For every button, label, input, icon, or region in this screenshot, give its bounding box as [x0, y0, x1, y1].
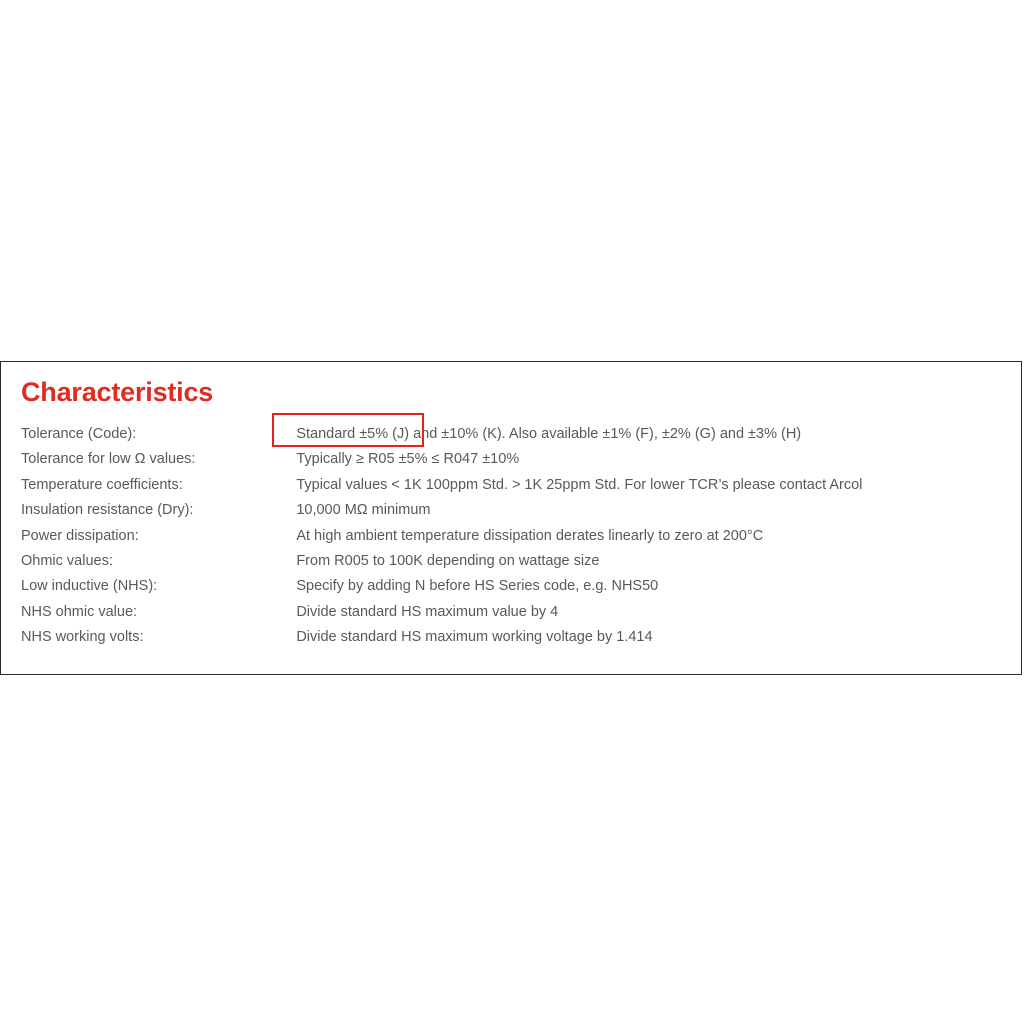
table-row	[21, 473, 981, 498]
row-value: Divide standard HS maximum value by 4	[296, 603, 559, 620]
table-row	[21, 447, 981, 472]
table-row	[21, 498, 981, 523]
row-label: Tolerance (Code):	[21, 426, 137, 442]
table-row	[21, 625, 981, 650]
page-title: Characteristics	[21, 377, 214, 407]
row-value: Specify by adding N before HS Series code, e.g. NHS50	[296, 578, 659, 595]
row-value: From R005 to 100K depending on wattage size	[296, 553, 600, 570]
table-row	[21, 549, 981, 574]
row-label: Ohmic values:	[21, 553, 113, 570]
row-label: NHS working volts:	[21, 629, 144, 646]
row-value: At high ambient temperature dissipation derates linearly to zero at 200°C	[296, 527, 764, 544]
characteristics-panel	[0, 361, 1022, 675]
row-value: 10,000 MΩ minimum	[296, 502, 431, 519]
table-row	[21, 574, 981, 599]
row-value: Divide standard HS maximum working voltage by 1.414	[296, 629, 653, 646]
row-label: NHS ohmic value:	[21, 603, 138, 620]
row-label: Power dissipation:	[21, 527, 139, 544]
row-value: Standard ±5% (J) and ±10% (K). Also available ±1% (F), ±2% (G) and ±3% (H)	[296, 426, 802, 442]
row-label: Temperature coefficients:	[21, 476, 183, 493]
characteristics-table	[21, 422, 981, 651]
row-label: Insulation resistance (Dry):	[21, 502, 194, 519]
row-label: Tolerance for low Ω values:	[21, 451, 196, 468]
row-label: Low inductive (NHS):	[21, 578, 158, 595]
row-value: Typical values < 1K 100ppm Std. > 1K 25ppm Std. For lower TCR’s please contact Arcol	[296, 476, 863, 493]
table-row	[21, 524, 981, 549]
table-row	[21, 422, 981, 447]
table-row	[21, 600, 981, 625]
row-value: Typically ≥ R05 ±5% ≤ R047 ±10%	[296, 451, 520, 468]
